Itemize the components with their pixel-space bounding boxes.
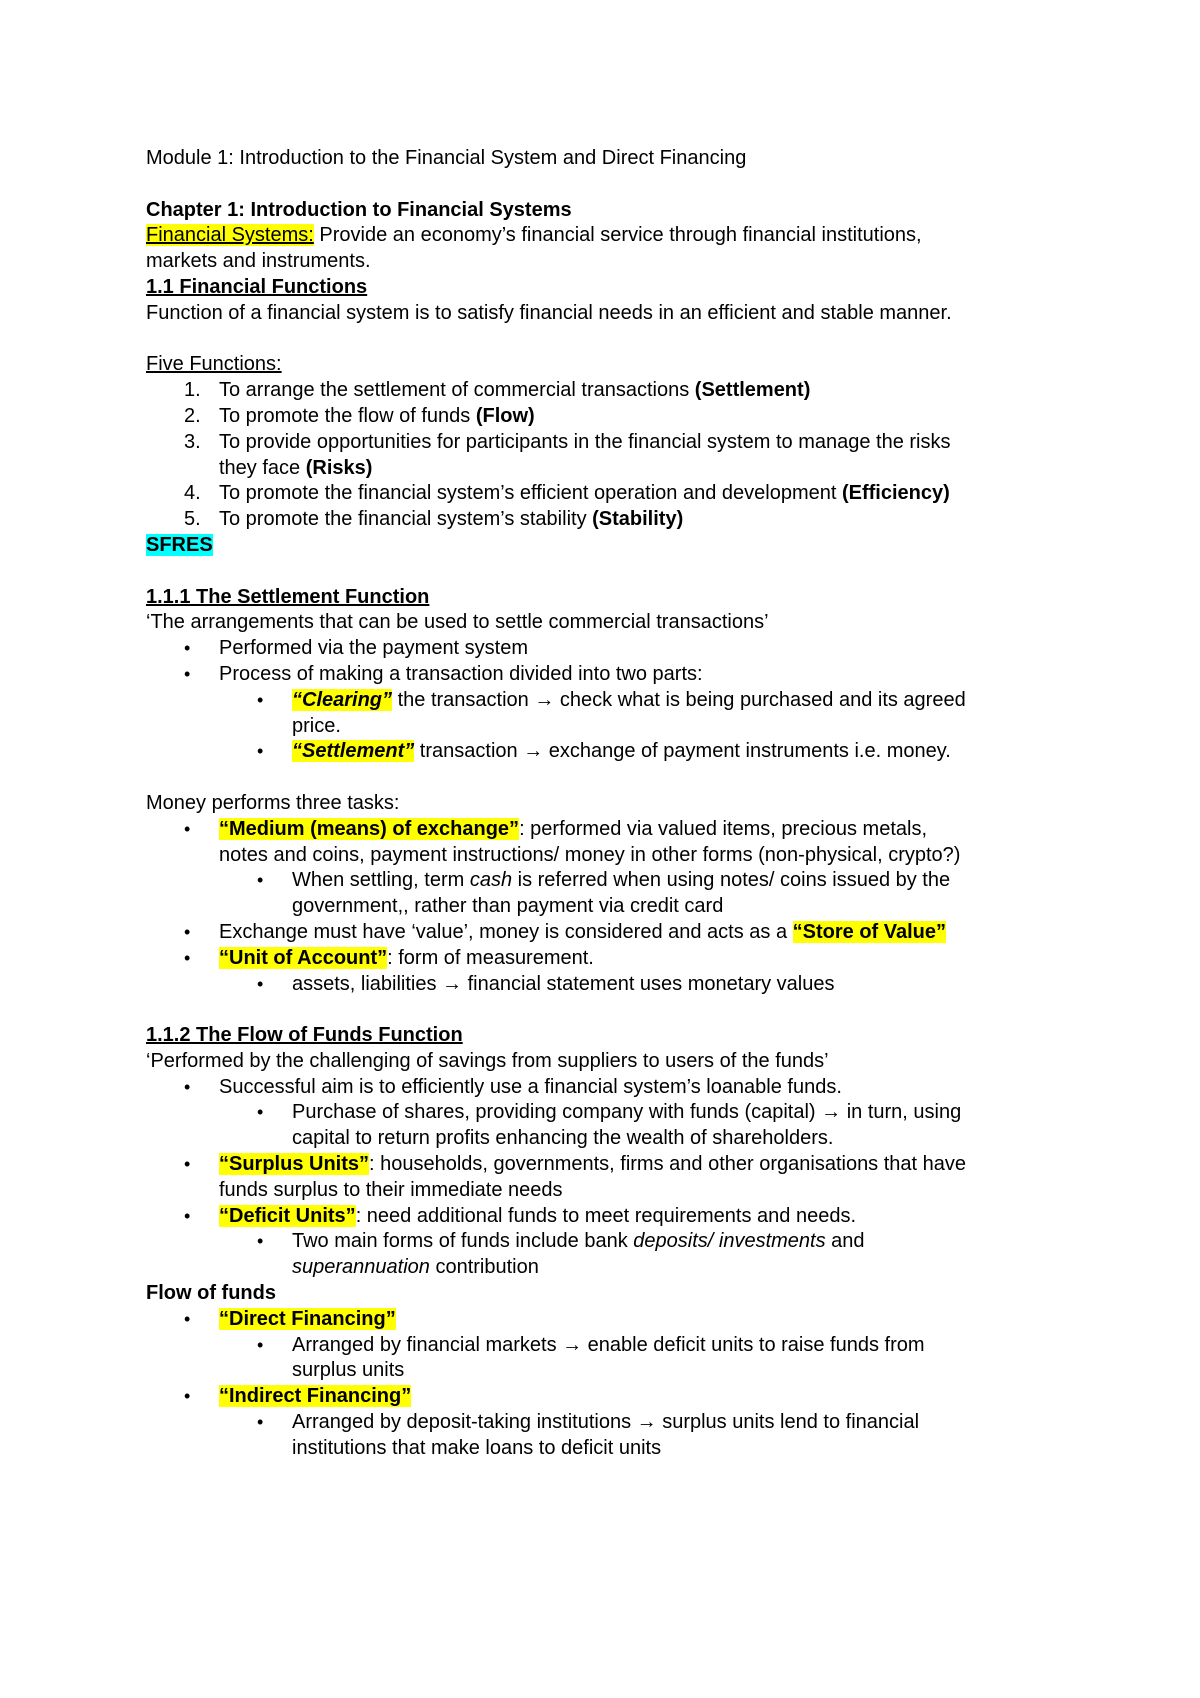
section-heading-1-1 [146,275,1066,301]
bullet-item [146,868,1066,920]
list-number: 5. [184,508,201,531]
bullet-item [146,1204,1066,1230]
bullet-item [146,920,1066,946]
list-item-text: they face [219,456,306,479]
list-item-tag: (Risks) [305,456,373,479]
bullet-text: : performed via valued items, precious metals, [519,817,928,840]
five-functions-label-text: Five Functions: [146,353,282,376]
list-item [146,481,1066,507]
list-item-text: To provide opportunities for participants in the financial system to manage the risks [219,430,951,453]
clearing-term: “Clearing” [292,688,393,711]
spacer [146,172,1066,198]
superannuation-term: superannuation [292,1256,430,1279]
bullet-item [146,688,1066,740]
acronym: SFRES [146,533,213,556]
list-item-tag: (Flow) [475,404,535,427]
bullet-item [146,1333,1066,1385]
bullet-text: transaction → exchange of payment instruments i.e. money. [414,740,951,763]
bullet-text: Arranged by financial markets → enable deficit units to raise funds from [292,1333,925,1356]
bullet-icon: • [184,1308,191,1329]
bullet-text: surplus units [292,1359,405,1382]
bullet-icon: • [184,1154,191,1175]
bullet-text: and [825,1230,865,1253]
spacer [146,559,1066,585]
deposits-investments-term: deposits/ investments [633,1230,826,1253]
spacer [146,997,1066,1023]
bullet-icon: • [257,741,264,762]
bullet-item [146,1075,1066,1101]
bullet-item [146,662,1066,688]
settlement-term: “Settlement” [292,740,415,763]
section-heading-1-1-2 [146,1023,1066,1049]
bullet-text: government,, rather than payment via credit card [292,895,724,918]
bullet-item [146,1100,1066,1152]
bullet-icon: • [184,947,191,968]
bullet-icon: • [184,818,191,839]
bullet-text: is referred when using notes/ coins issued by the [512,869,951,892]
bullet-text: : form of measurement. [387,946,594,969]
surplus-units-term: “Surplus Units” [219,1153,370,1176]
bullet-text: Arranged by deposit-taking institutions → surplus units lend to financial [292,1411,920,1434]
bullet-icon: • [257,973,264,994]
five-functions-label [146,352,1066,378]
list-item-text: To promote the financial system’s stability [219,508,593,531]
bullet-item [146,946,1066,972]
bullet-item [146,1229,1066,1281]
bullet-icon: • [257,870,264,891]
list-item-text: To arrange the settlement of commercial transactions [219,379,695,402]
list-item [146,404,1066,430]
bullet-text: : households, governments, firms and other organisations that have [369,1153,967,1176]
bullet-icon: • [184,1076,191,1097]
bullet-icon: • [257,1231,264,1252]
chapter-title: Chapter 1: Introduction to Financial Systems [146,198,572,221]
bullet-text: funds surplus to their immediate needs [219,1178,563,1201]
medium-of-exchange-term: “Medium (means) of exchange” [219,817,520,840]
list-item [146,507,1066,533]
list-item-tag: (Settlement) [694,379,811,402]
bullet-item [146,636,1066,662]
deficit-units-term: “Deficit Units” [219,1204,356,1227]
bullet-text: assets, liabilities → financial statement uses monetary values [292,972,835,995]
list-item-text: To promote the flow of funds [219,404,476,427]
bullet-icon: • [184,1205,191,1226]
financial-systems-def-line2: markets and instruments. [146,250,371,273]
bullet-text: notes and coins, payment instructions/ money in other forms (non-physical, crypto?) [219,843,961,866]
bullet-text: Exchange must have ‘value’, money is considered and acts as a [219,920,793,943]
bullet-text: Performed via the payment system [219,637,529,660]
section-heading-1-1-2-text: 1.1.2 The Flow of Funds Function [146,1024,463,1047]
unit-of-account-term: “Unit of Account” [219,946,388,969]
bullet-icon: • [184,921,191,942]
bullet-item [146,739,1066,765]
direct-financing-term: “Direct Financing” [219,1307,396,1330]
bullet-item [146,1410,1066,1462]
bullet-text: the transaction → check what is being purchased and its agreed [392,688,966,711]
section-heading-1-1-1-text: 1.1.1 The Settlement Function [146,585,430,608]
bullet-text: Purchase of shares, providing company with funds (capital) → in turn, using [292,1101,962,1124]
bullet-text: : need additional funds to meet requirements and needs. [355,1204,857,1227]
bullet-icon: • [257,1334,264,1355]
list-item [146,430,1066,482]
section-heading-1-1-1 [146,585,1066,611]
section-heading-1-1-text: 1.1 Financial Functions [146,275,368,298]
financial-systems-def-line1: Provide an economy’s financial service through financial institutions, [313,224,922,247]
flow-of-funds-heading: Flow of funds [146,1282,276,1305]
bullet-text: Successful aim is to efficiently use a financial system’s loanable funds. [219,1075,842,1098]
bullet-item [146,817,1066,869]
list-item-tag: (Stability) [592,508,684,531]
list-item-tag: (Efficiency) [841,482,950,505]
bullet-icon: • [257,689,264,710]
bullet-icon: • [257,1412,264,1433]
acronym-line [146,533,1066,559]
list-item-text: To promote the financial system’s efficient operation and development [219,482,842,505]
bullet-text: Process of making a transaction divided into two parts: [219,662,703,685]
bullet-icon: • [184,663,191,684]
document-body [146,146,1066,1462]
bullet-text: price. [292,714,341,737]
bullet-item [146,972,1066,998]
section-1-1-text: Function of a financial system is to satisfy financial needs in an efficient and stable manner. [146,301,952,324]
bullet-text: capital to return profits enhancing the wealth of shareholders. [292,1127,834,1150]
indirect-financing-term: “Indirect Financing” [219,1385,412,1408]
cash-term: cash [469,869,513,892]
bullet-text: When settling, term [292,869,470,892]
list-number: 2. [184,404,201,427]
spacer [146,765,1066,791]
money-intro: Money performs three tasks: [146,791,400,814]
flow-quote: ‘Performed by the challenging of savings from suppliers to users of the funds’ [146,1049,829,1072]
spacer [146,327,1066,353]
bullet-icon: • [184,1386,191,1407]
bullet-item [146,1307,1066,1333]
list-number: 4. [184,482,201,505]
bullet-item [146,1384,1066,1410]
settlement-quote: ‘The arrangements that can be used to settle commercial transactions’ [146,611,769,634]
bullet-icon: • [257,1102,264,1123]
list-number: 1. [184,379,201,402]
module-title: Module 1: Introduction to the Financial System and Direct Financing [146,147,747,169]
bullet-icon: • [184,638,191,659]
financial-systems-term: Financial Systems: [146,224,314,247]
bullet-text: Two main forms of funds include bank [292,1230,634,1253]
list-item [146,378,1066,404]
bullet-text: institutions that make loans to deficit units [292,1436,662,1459]
store-of-value-term: “Store of Value” [792,920,947,943]
bullet-text: contribution [429,1256,539,1279]
financial-systems-definition [146,223,1066,249]
list-number: 3. [184,430,201,453]
bullet-item [146,1152,1066,1204]
